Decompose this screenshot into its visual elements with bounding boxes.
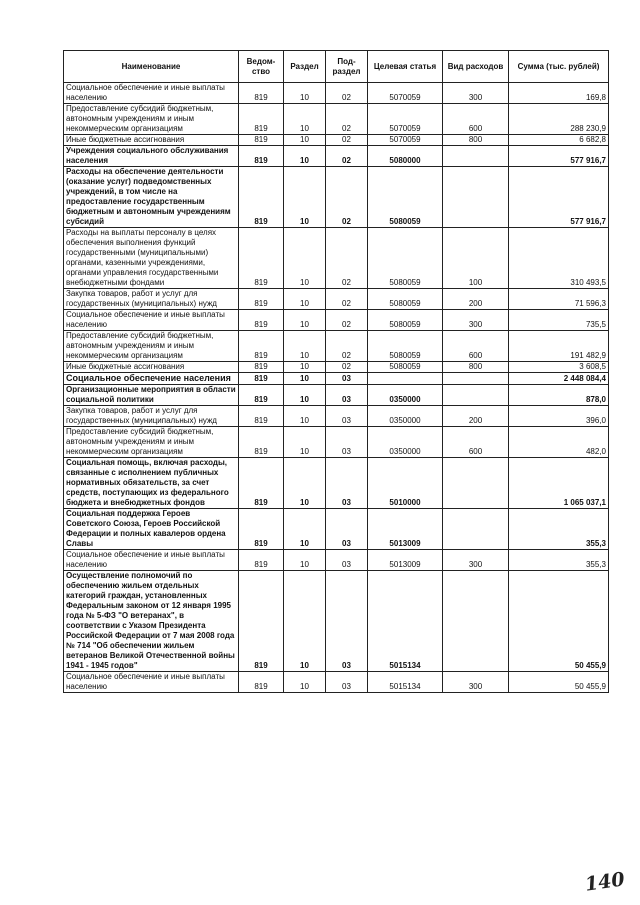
cell-section: 10	[284, 550, 326, 571]
cell-dept: 819	[239, 672, 284, 693]
cell-amount: 71 596,3	[509, 289, 609, 310]
cell-section: 10	[284, 289, 326, 310]
table-row	[64, 458, 609, 509]
header-target: Целевая статья	[368, 51, 443, 83]
cell-name: Предоставление субсидий бюджетным, автономным учреждениям и иным некоммерческим организациям	[64, 427, 239, 458]
table-row	[64, 550, 609, 571]
cell-target: 5080059	[368, 167, 443, 228]
header-name: Наименование	[64, 51, 239, 83]
cell-amount: 50 455,9	[509, 571, 609, 672]
cell-name: Социальная помощь, включая расходы, связанные с исполнением публичных нормативных обязательств, за счет средств, поступающих из федерального бюджета и внебюджетных фондов	[64, 458, 239, 509]
table-row	[64, 672, 609, 693]
cell-name: Иные бюджетные ассигнования	[64, 362, 239, 373]
cell-name: Организационные мероприятия в области социальной политики	[64, 385, 239, 406]
table-row	[64, 146, 609, 167]
cell-dept: 819	[239, 427, 284, 458]
cell-amount: 310 493,5	[509, 228, 609, 289]
cell-subsection: 02	[326, 135, 368, 146]
table-row	[64, 289, 609, 310]
cell-target: 5013009	[368, 550, 443, 571]
cell-name: Закупка товаров, работ и услуг для государственных (муниципальных) нужд	[64, 289, 239, 310]
table-row	[64, 104, 609, 135]
budget-table	[63, 50, 609, 693]
cell-target: 5080059	[368, 310, 443, 331]
cell-expense-type: 800	[443, 135, 509, 146]
cell-expense-type: 300	[443, 550, 509, 571]
cell-name: Закупка товаров, работ и услуг для государственных (муниципальных) нужд	[64, 406, 239, 427]
table-row	[64, 427, 609, 458]
cell-expense-type: 300	[443, 310, 509, 331]
table-row	[64, 228, 609, 289]
cell-expense-type: 300	[443, 672, 509, 693]
cell-subsection: 02	[326, 83, 368, 104]
cell-dept: 819	[239, 167, 284, 228]
cell-section: 10	[284, 310, 326, 331]
cell-target: 5080059	[368, 289, 443, 310]
cell-expense-type: 600	[443, 427, 509, 458]
cell-amount: 2 448 084,4	[509, 373, 609, 385]
cell-target: 0350000	[368, 406, 443, 427]
header-amount: Сумма (тыс. рублей)	[509, 51, 609, 83]
header-expense-type: Вид расходов	[443, 51, 509, 83]
cell-name: Осуществление полномочий по обеспечению жильем отдельных категорий граждан, установленных Федеральным законом от 12 января 1995 года № 5-ФЗ "О ветеранах", в соответствии с Указом Президента Российской Федерации от 7 мая 2008 года № 714 "Об обеспечении жильем ветеранов Великой Отечественной войны 1941 - 1945 годов"	[64, 571, 239, 672]
cell-subsection: 02	[326, 104, 368, 135]
cell-target	[368, 373, 443, 385]
cell-section: 10	[284, 228, 326, 289]
cell-dept: 819	[239, 373, 284, 385]
cell-dept: 819	[239, 228, 284, 289]
cell-expense-type	[443, 373, 509, 385]
cell-subsection: 03	[326, 509, 368, 550]
cell-section: 10	[284, 672, 326, 693]
cell-expense-type	[443, 167, 509, 228]
cell-amount: 355,3	[509, 550, 609, 571]
cell-subsection: 02	[326, 228, 368, 289]
cell-dept: 819	[239, 550, 284, 571]
cell-subsection: 03	[326, 406, 368, 427]
cell-subsection: 02	[326, 310, 368, 331]
cell-amount: 396,0	[509, 406, 609, 427]
cell-subsection: 02	[326, 146, 368, 167]
cell-target: 5070059	[368, 83, 443, 104]
cell-dept: 819	[239, 458, 284, 509]
table-row	[64, 571, 609, 672]
cell-dept: 819	[239, 83, 284, 104]
cell-dept: 819	[239, 406, 284, 427]
cell-name: Иные бюджетные ассигнования	[64, 135, 239, 146]
cell-section: 10	[284, 571, 326, 672]
cell-section: 10	[284, 104, 326, 135]
cell-amount: 482,0	[509, 427, 609, 458]
cell-name: Расходы на выплаты персоналу в целях обеспечения выполнения функций государственными (муниципальными) органами, казенными учреждениями, органами управления государственными внебюджетными фондами	[64, 228, 239, 289]
cell-name: Расходы на обеспечение деятельности (оказание услуг) подведомственных учреждений, в том числе на предоставление государственным бюджетным и автономным учреждениям субсидий	[64, 167, 239, 228]
cell-expense-type: 600	[443, 331, 509, 362]
cell-dept: 819	[239, 135, 284, 146]
cell-amount: 6 682,8	[509, 135, 609, 146]
table-row	[64, 362, 609, 373]
cell-name: Предоставление субсидий бюджетным, автономным учреждениям и иным некоммерческим организациям	[64, 104, 239, 135]
cell-amount: 3 608,5	[509, 362, 609, 373]
table-row	[64, 83, 609, 104]
cell-section: 10	[284, 509, 326, 550]
cell-section: 10	[284, 146, 326, 167]
cell-section: 10	[284, 83, 326, 104]
cell-target: 5015134	[368, 571, 443, 672]
cell-dept: 819	[239, 385, 284, 406]
cell-subsection: 03	[326, 373, 368, 385]
cell-name: Социальное обеспечение и иные выплаты населению	[64, 83, 239, 104]
cell-dept: 819	[239, 310, 284, 331]
cell-section: 10	[284, 406, 326, 427]
cell-expense-type: 300	[443, 83, 509, 104]
cell-subsection: 02	[326, 167, 368, 228]
cell-section: 10	[284, 331, 326, 362]
cell-target: 0350000	[368, 427, 443, 458]
cell-amount: 577 916,7	[509, 167, 609, 228]
cell-amount: 878,0	[509, 385, 609, 406]
cell-expense-type	[443, 509, 509, 550]
cell-target: 5080059	[368, 331, 443, 362]
cell-subsection: 02	[326, 289, 368, 310]
cell-target: 5070059	[368, 135, 443, 146]
cell-name: Учреждения социального обслуживания населения	[64, 146, 239, 167]
header-dept: Ведом-ство	[239, 51, 284, 83]
table-row	[64, 167, 609, 228]
cell-dept: 819	[239, 571, 284, 672]
cell-subsection: 02	[326, 331, 368, 362]
table-header-row	[64, 51, 609, 83]
cell-target: 5080000	[368, 146, 443, 167]
cell-amount: 191 482,9	[509, 331, 609, 362]
cell-target: 0350000	[368, 385, 443, 406]
table-row	[64, 331, 609, 362]
cell-expense-type	[443, 571, 509, 672]
cell-target: 5015134	[368, 672, 443, 693]
header-subsection: Под-раздел	[326, 51, 368, 83]
cell-section: 10	[284, 362, 326, 373]
cell-subsection: 03	[326, 550, 368, 571]
cell-target: 5010000	[368, 458, 443, 509]
cell-amount: 577 916,7	[509, 146, 609, 167]
cell-subsection: 03	[326, 672, 368, 693]
cell-expense-type: 200	[443, 289, 509, 310]
cell-subsection: 02	[326, 362, 368, 373]
cell-target: 5080059	[368, 362, 443, 373]
cell-expense-type: 800	[443, 362, 509, 373]
cell-subsection: 03	[326, 458, 368, 509]
cell-section: 10	[284, 373, 326, 385]
cell-target: 5013009	[368, 509, 443, 550]
cell-expense-type: 100	[443, 228, 509, 289]
cell-section: 10	[284, 135, 326, 146]
table-row	[64, 373, 609, 385]
cell-subsection: 03	[326, 385, 368, 406]
table-row	[64, 385, 609, 406]
cell-name: Социальное обеспечение и иные выплаты населению	[64, 550, 239, 571]
cell-name: Социальная поддержка Героев Советского Союза, Героев Российской Федерации и полных кавалеров ордена Славы	[64, 509, 239, 550]
cell-dept: 819	[239, 509, 284, 550]
cell-name: Предоставление субсидий бюджетным, автономным учреждениям и иным некоммерческим организациям	[64, 331, 239, 362]
cell-section: 10	[284, 385, 326, 406]
cell-name: Социальное обеспечение и иные выплаты населению	[64, 672, 239, 693]
cell-section: 10	[284, 458, 326, 509]
cell-amount: 1 065 037,1	[509, 458, 609, 509]
cell-section: 10	[284, 427, 326, 458]
cell-amount: 50 455,9	[509, 672, 609, 693]
cell-name: Социальное обеспечение и иные выплаты населению	[64, 310, 239, 331]
cell-subsection: 03	[326, 571, 368, 672]
cell-dept: 819	[239, 362, 284, 373]
table-row	[64, 406, 609, 427]
cell-amount: 169,8	[509, 83, 609, 104]
header-section: Раздел	[284, 51, 326, 83]
cell-target: 5080059	[368, 228, 443, 289]
cell-dept: 819	[239, 104, 284, 135]
cell-name: Социальное обеспечение населения	[64, 373, 239, 385]
cell-dept: 819	[239, 146, 284, 167]
cell-amount: 735,5	[509, 310, 609, 331]
cell-amount: 355,3	[509, 509, 609, 550]
cell-expense-type: 600	[443, 104, 509, 135]
cell-expense-type	[443, 458, 509, 509]
table-row	[64, 310, 609, 331]
cell-section: 10	[284, 167, 326, 228]
cell-expense-type	[443, 146, 509, 167]
table-row	[64, 509, 609, 550]
page-number: 140	[583, 868, 627, 896]
cell-expense-type: 200	[443, 406, 509, 427]
cell-subsection: 03	[326, 427, 368, 458]
cell-amount: 288 230,9	[509, 104, 609, 135]
cell-target: 5070059	[368, 104, 443, 135]
cell-expense-type	[443, 385, 509, 406]
cell-dept: 819	[239, 331, 284, 362]
table-row	[64, 135, 609, 146]
cell-dept: 819	[239, 289, 284, 310]
